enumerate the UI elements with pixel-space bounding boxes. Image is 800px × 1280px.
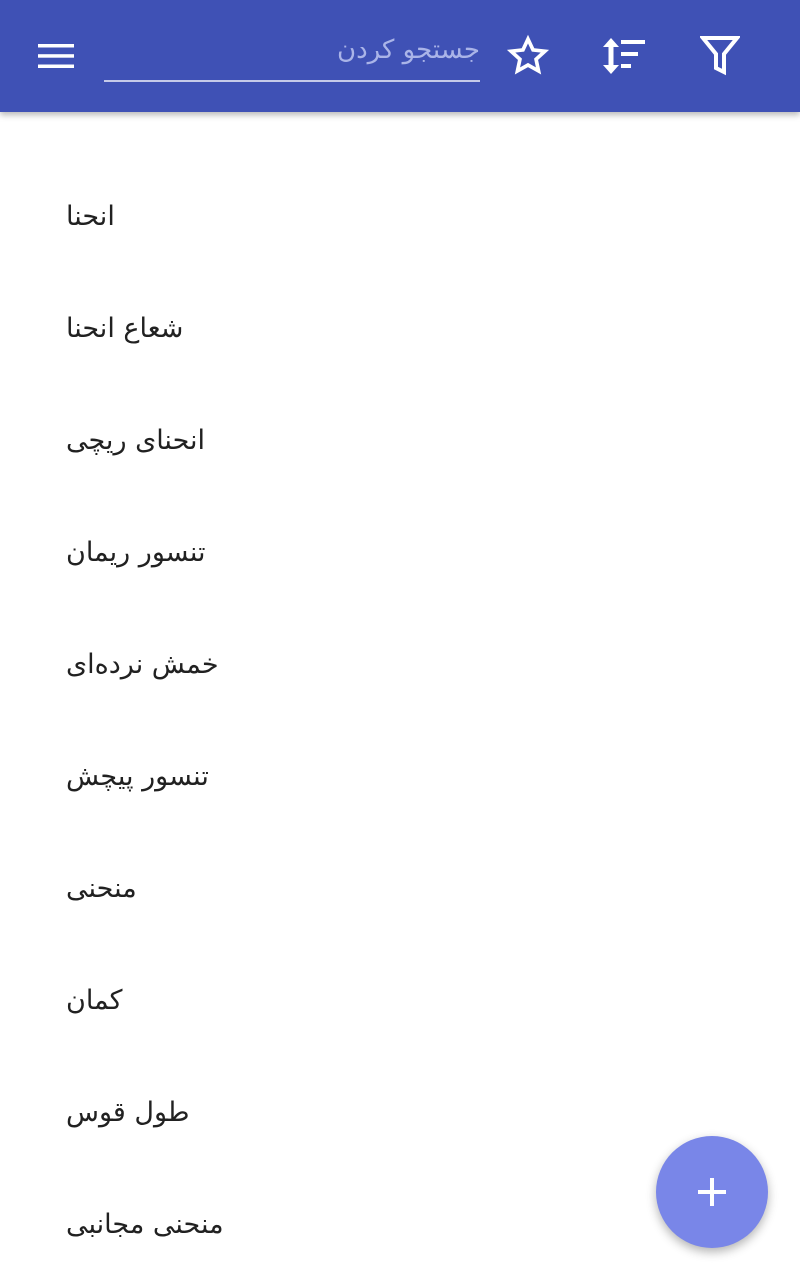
search-input[interactable] — [104, 24, 480, 76]
list-item-label: منحنی مجانبی — [66, 1208, 224, 1240]
sort-icon — [599, 34, 647, 78]
list-item-label: خمش نرده‌ای — [66, 648, 219, 680]
list-item[interactable] — [0, 496, 800, 608]
favorites-button[interactable] — [500, 28, 556, 84]
filter-icon — [700, 34, 740, 78]
list-item[interactable] — [0, 384, 800, 496]
list-item[interactable] — [0, 608, 800, 720]
search-field — [104, 24, 480, 82]
list-item[interactable] — [0, 160, 800, 272]
list-item-label: کمان — [66, 984, 123, 1016]
list-item-label: انحنای ریچی — [66, 424, 206, 456]
list-item[interactable] — [0, 720, 800, 832]
menu-button[interactable] — [28, 28, 84, 84]
sort-button[interactable] — [595, 28, 651, 84]
list-item[interactable] — [0, 832, 800, 944]
list-item[interactable] — [0, 272, 800, 384]
list-item-label: شعاع انحنا — [66, 312, 184, 344]
list-item-label: طول قوس — [66, 1096, 190, 1128]
list-item[interactable] — [0, 944, 800, 1056]
list-item-label: منحنی — [66, 872, 137, 904]
hamburger-menu-icon — [36, 41, 76, 71]
filter-button[interactable] — [692, 28, 748, 84]
add-button[interactable] — [656, 1136, 768, 1248]
word-list — [0, 160, 800, 1280]
top-app-bar — [0, 0, 800, 112]
star-outline-icon — [506, 34, 550, 78]
list-item-label: تنسور پیچش — [66, 760, 209, 792]
list-item-label: تنسور ریمان — [66, 536, 206, 568]
plus-icon — [696, 1176, 728, 1208]
list-item-label: انحنا — [66, 200, 115, 232]
